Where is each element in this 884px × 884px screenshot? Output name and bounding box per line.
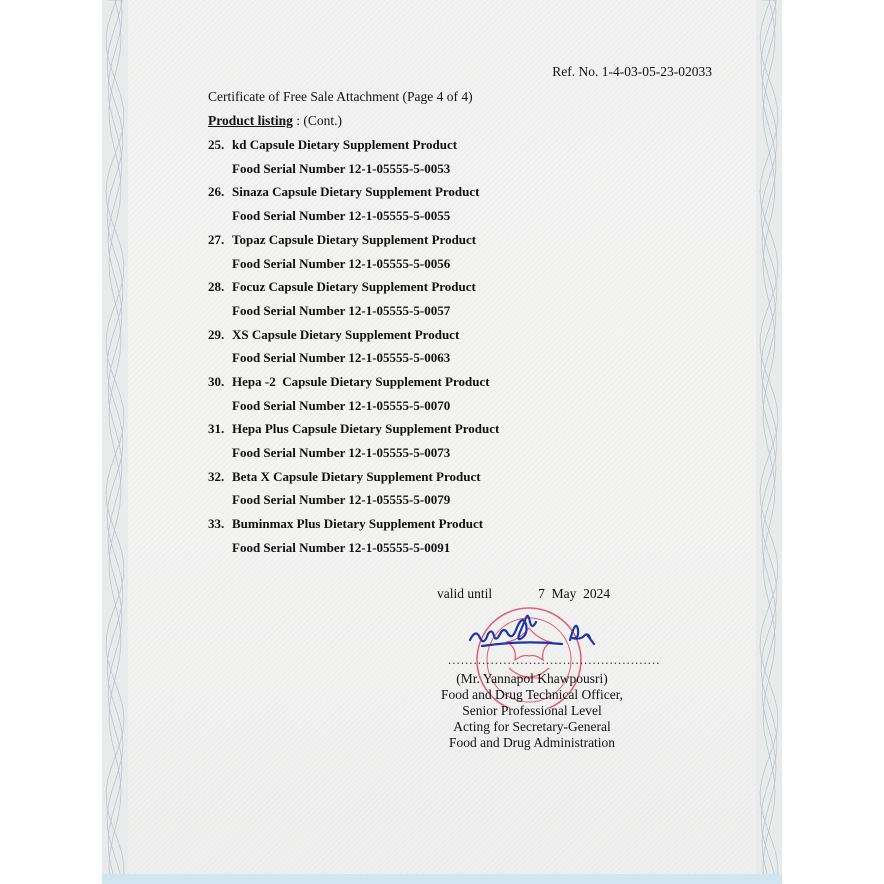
certificate-page bbox=[102, 0, 782, 876]
left-security-border bbox=[102, 0, 128, 876]
valid-until-date: 7 May 2024 bbox=[538, 586, 611, 601]
signatory-level: Senior Professional Level bbox=[462, 703, 602, 718]
product-listing-label: Product listing bbox=[208, 113, 293, 128]
product-item: 25. kd Capsule Dietary Supplement Product bbox=[208, 137, 458, 152]
product-item: 33. Buminmax Plus Dietary Supplement Product bbox=[208, 516, 484, 531]
signatory-acting: Acting for Secretary-General bbox=[453, 719, 611, 734]
product-serial: Food Serial Number 12-1-05555-5-0056 bbox=[232, 256, 451, 271]
signature-line: .................................................. bbox=[448, 652, 661, 667]
valid-until-label: valid until bbox=[437, 586, 493, 601]
bottom-scan-band bbox=[102, 874, 782, 884]
product-serial: Food Serial Number 12-1-05555-5-0073 bbox=[232, 445, 451, 460]
product-item: 28. Focuz Capsule Dietary Supplement Product bbox=[208, 279, 476, 294]
product-serial: Food Serial Number 12-1-05555-5-0063 bbox=[232, 350, 451, 365]
product-serial: Food Serial Number 12-1-05555-5-0055 bbox=[232, 208, 451, 223]
right-security-border bbox=[756, 0, 782, 876]
product-listing-heading bbox=[208, 113, 342, 129]
product-listing-suffix: : (Cont.) bbox=[292, 113, 343, 128]
product-serial: Food Serial Number 12-1-05555-5-0091 bbox=[232, 540, 451, 555]
product-item: 27. Topaz Capsule Dietary Supplement Product bbox=[208, 232, 477, 247]
product-item: 32. Beta X Capsule Dietary Supplement Product bbox=[208, 469, 481, 484]
signatory-position: Food and Drug Technical Officer, bbox=[440, 687, 624, 702]
reference-number: Ref. No. 1-4-03-05-23-02033 bbox=[552, 64, 712, 79]
product-item: 31. Hepa Plus Capsule Dietary Supplement Product bbox=[208, 421, 500, 436]
product-serial: Food Serial Number 12-1-05555-5-0053 bbox=[232, 161, 451, 176]
product-item: 29. XS Capsule Dietary Supplement Product bbox=[208, 327, 460, 342]
product-item: 26. Sinaza Capsule Dietary Supplement Product bbox=[208, 184, 480, 199]
product-item: 30. Hepa -2 Capsule Dietary Supplement Product bbox=[208, 374, 490, 389]
signatory-name: (Mr. Yannapol Khawpousri) bbox=[456, 671, 608, 686]
signatory-agency: Food and Drug Administration bbox=[448, 735, 616, 750]
product-serial: Food Serial Number 12-1-05555-5-0079 bbox=[232, 492, 451, 507]
product-serial: Food Serial Number 12-1-05555-5-0070 bbox=[232, 398, 451, 413]
document-title: Certificate of Free Sale Attachment (Page 4 of 4) bbox=[208, 89, 473, 104]
product-serial: Food Serial Number 12-1-05555-5-0057 bbox=[232, 303, 451, 318]
